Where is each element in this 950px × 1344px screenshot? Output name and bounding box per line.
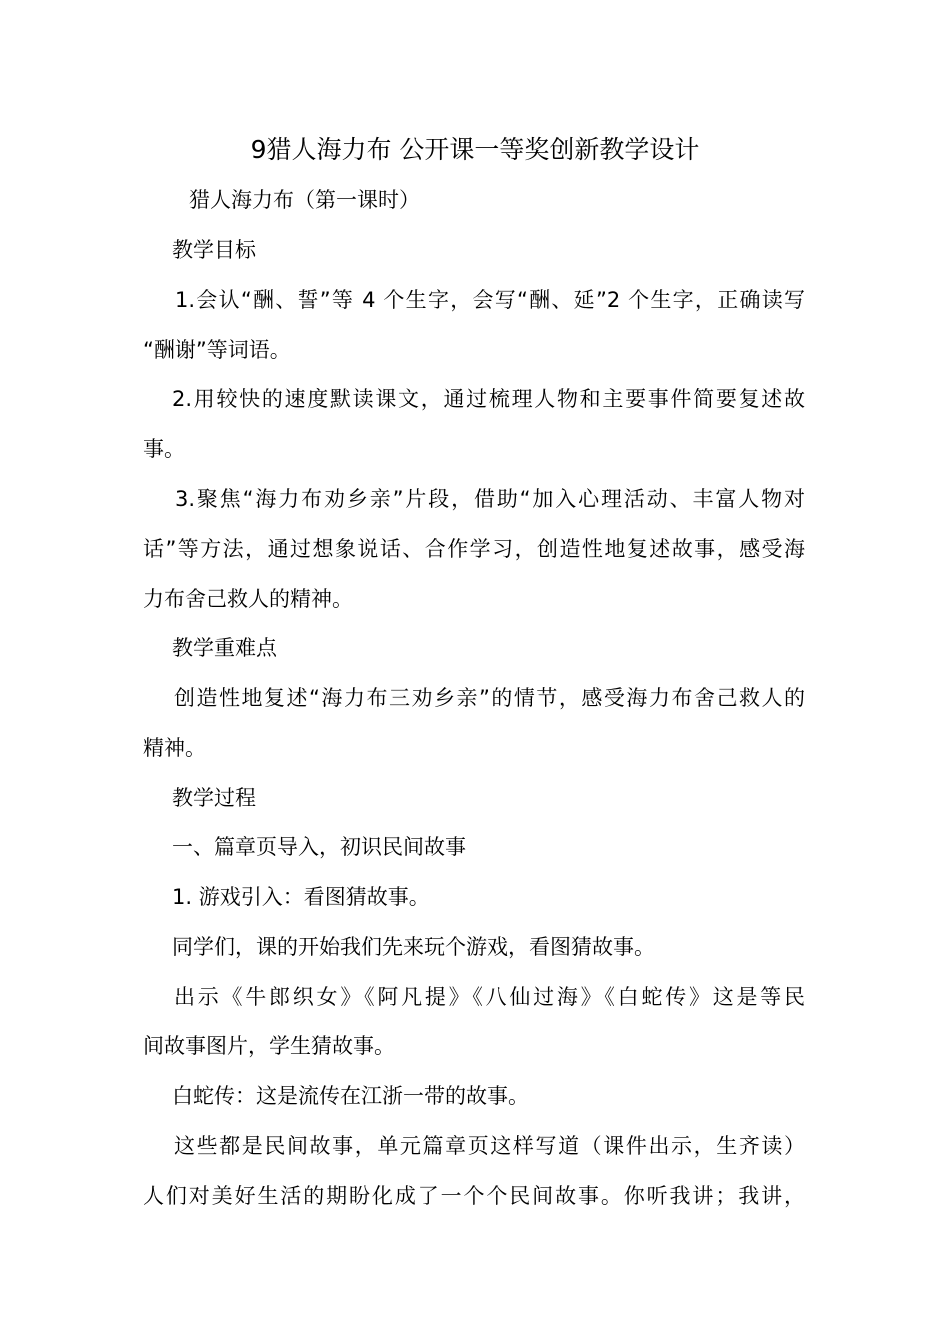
step-1: 1. 游戏引入：看图猜故事。 [172, 885, 430, 909]
objective-3-line-1: 3.聚焦“海力布劝乡亲”片段，借助“加入心理活动、丰富人物对 [175, 487, 805, 511]
key-points-line-1: 创造性地复述“海力布三劝乡亲”的情节，感受海力布舍己救人的 [174, 686, 805, 710]
objective-2-line-1: 2.用较快的速度默读课文，通过梳理人物和主要事件简要复述故 [172, 387, 805, 411]
paragraph-4-line-2: 人们对美好生活的期盼化成了一个个民间故事。你听我讲；我讲， [143, 1184, 805, 1208]
paragraph-3: 白蛇传：这是流传在江浙一带的故事。 [172, 1084, 529, 1108]
heading-process: 教学过程 [172, 786, 256, 810]
objective-1-line-2: “酬谢”等词语。 [143, 338, 291, 362]
objective-2-line-2: 事。 [143, 437, 185, 461]
paragraph-2-line-2: 间故事图片，学生猜故事。 [143, 1034, 395, 1058]
document-title: 9猎人海力布 公开课一等奖创新教学设计 [250, 135, 700, 164]
section-1-heading: 一、篇章页导入，初识民间故事 [172, 835, 466, 859]
objective-3-line-3: 力布舍己救人的精神。 [143, 587, 353, 611]
key-points-line-2: 精神。 [143, 736, 206, 760]
lesson-subtitle: 猎人海力布（第一课时） [189, 188, 420, 212]
heading-key-points: 教学重难点 [172, 636, 277, 660]
heading-objectives: 教学目标 [172, 238, 256, 262]
paragraph-2-line-1: 出示《牛郎织女》《阿凡提》《八仙过海》《白蛇传》这是等民 [174, 985, 805, 1009]
objective-1-line-1: 1.会认“酬、誓”等 4 个生字，会写“酬、延”2 个生字，正确读写 [175, 288, 805, 312]
paragraph-4-line-1: 这些都是民间故事，单元篇章页这样写道（课件出示，生齐读） [174, 1134, 805, 1158]
objective-3-line-2: 话”等方法，通过想象说话、合作学习，创造性地复述故事，感受海 [143, 537, 805, 561]
paragraph-1: 同学们，课的开始我们先来玩个游戏，看图猜故事。 [172, 935, 655, 959]
